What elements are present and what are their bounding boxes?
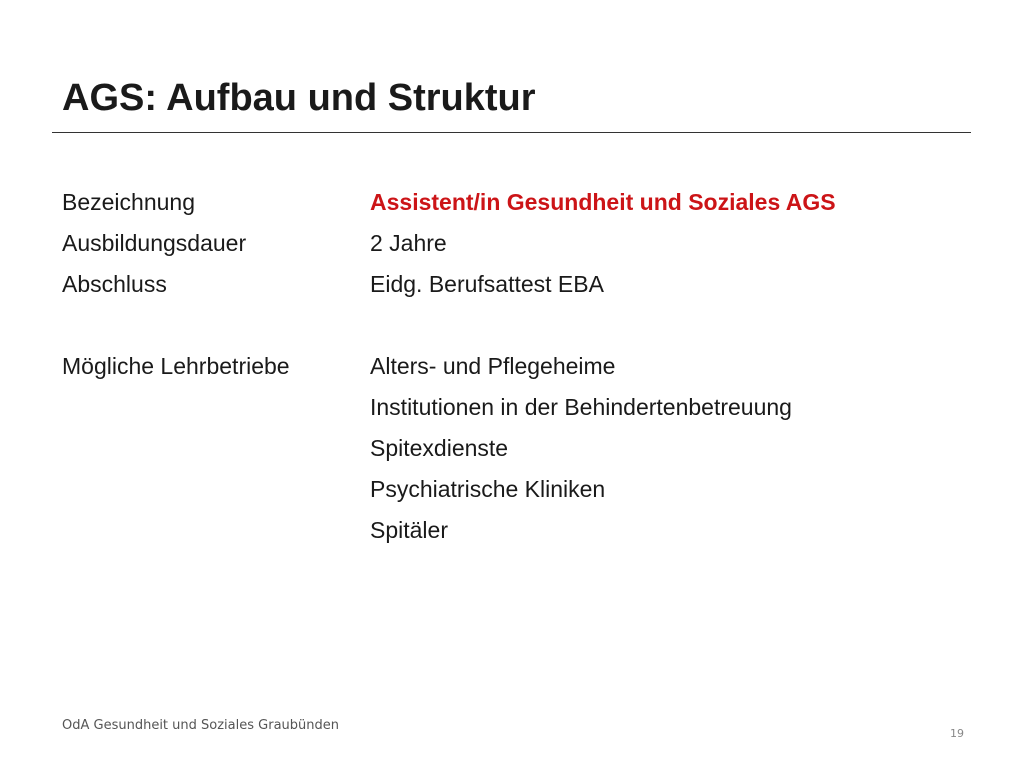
row-label: Bezeichnung xyxy=(62,189,195,215)
row-lehrbetriebe-item xyxy=(62,469,962,510)
row-value: Eidg. Berufsattest EBA xyxy=(370,271,604,297)
row-lehrbetriebe-item xyxy=(62,387,962,428)
row-ausbildungsdauer xyxy=(62,223,962,264)
slide-title: AGS: Aufbau und Struktur xyxy=(62,77,536,119)
page-number: 19 xyxy=(950,727,964,740)
row-bezeichnung xyxy=(62,182,962,223)
row-value: Psychiatrische Kliniken xyxy=(370,476,606,502)
row-lehrbetriebe-item xyxy=(62,510,962,551)
row-label: Ausbildungsdauer xyxy=(62,230,247,256)
title-divider xyxy=(52,132,971,133)
row-value: Assistent/in Gesundheit und Soziales AGS xyxy=(370,189,836,215)
row-value: Alters- und Pflegeheime xyxy=(370,353,616,379)
row-value: Institutionen in der Behindertenbetreuung xyxy=(370,394,792,420)
row-lehrbetriebe-item xyxy=(62,428,962,469)
row-abschluss xyxy=(62,264,962,305)
row-lehrbetriebe xyxy=(62,346,962,387)
row-value: Spitäler xyxy=(370,517,448,543)
footer-organization: OdA Gesundheit und Soziales Graubünden xyxy=(62,718,339,733)
row-label: Mögliche Lehrbetriebe xyxy=(62,353,290,379)
row-value: 2 Jahre xyxy=(370,230,447,256)
row-value: Spitexdienste xyxy=(370,435,509,461)
row-label: Abschluss xyxy=(62,271,167,297)
